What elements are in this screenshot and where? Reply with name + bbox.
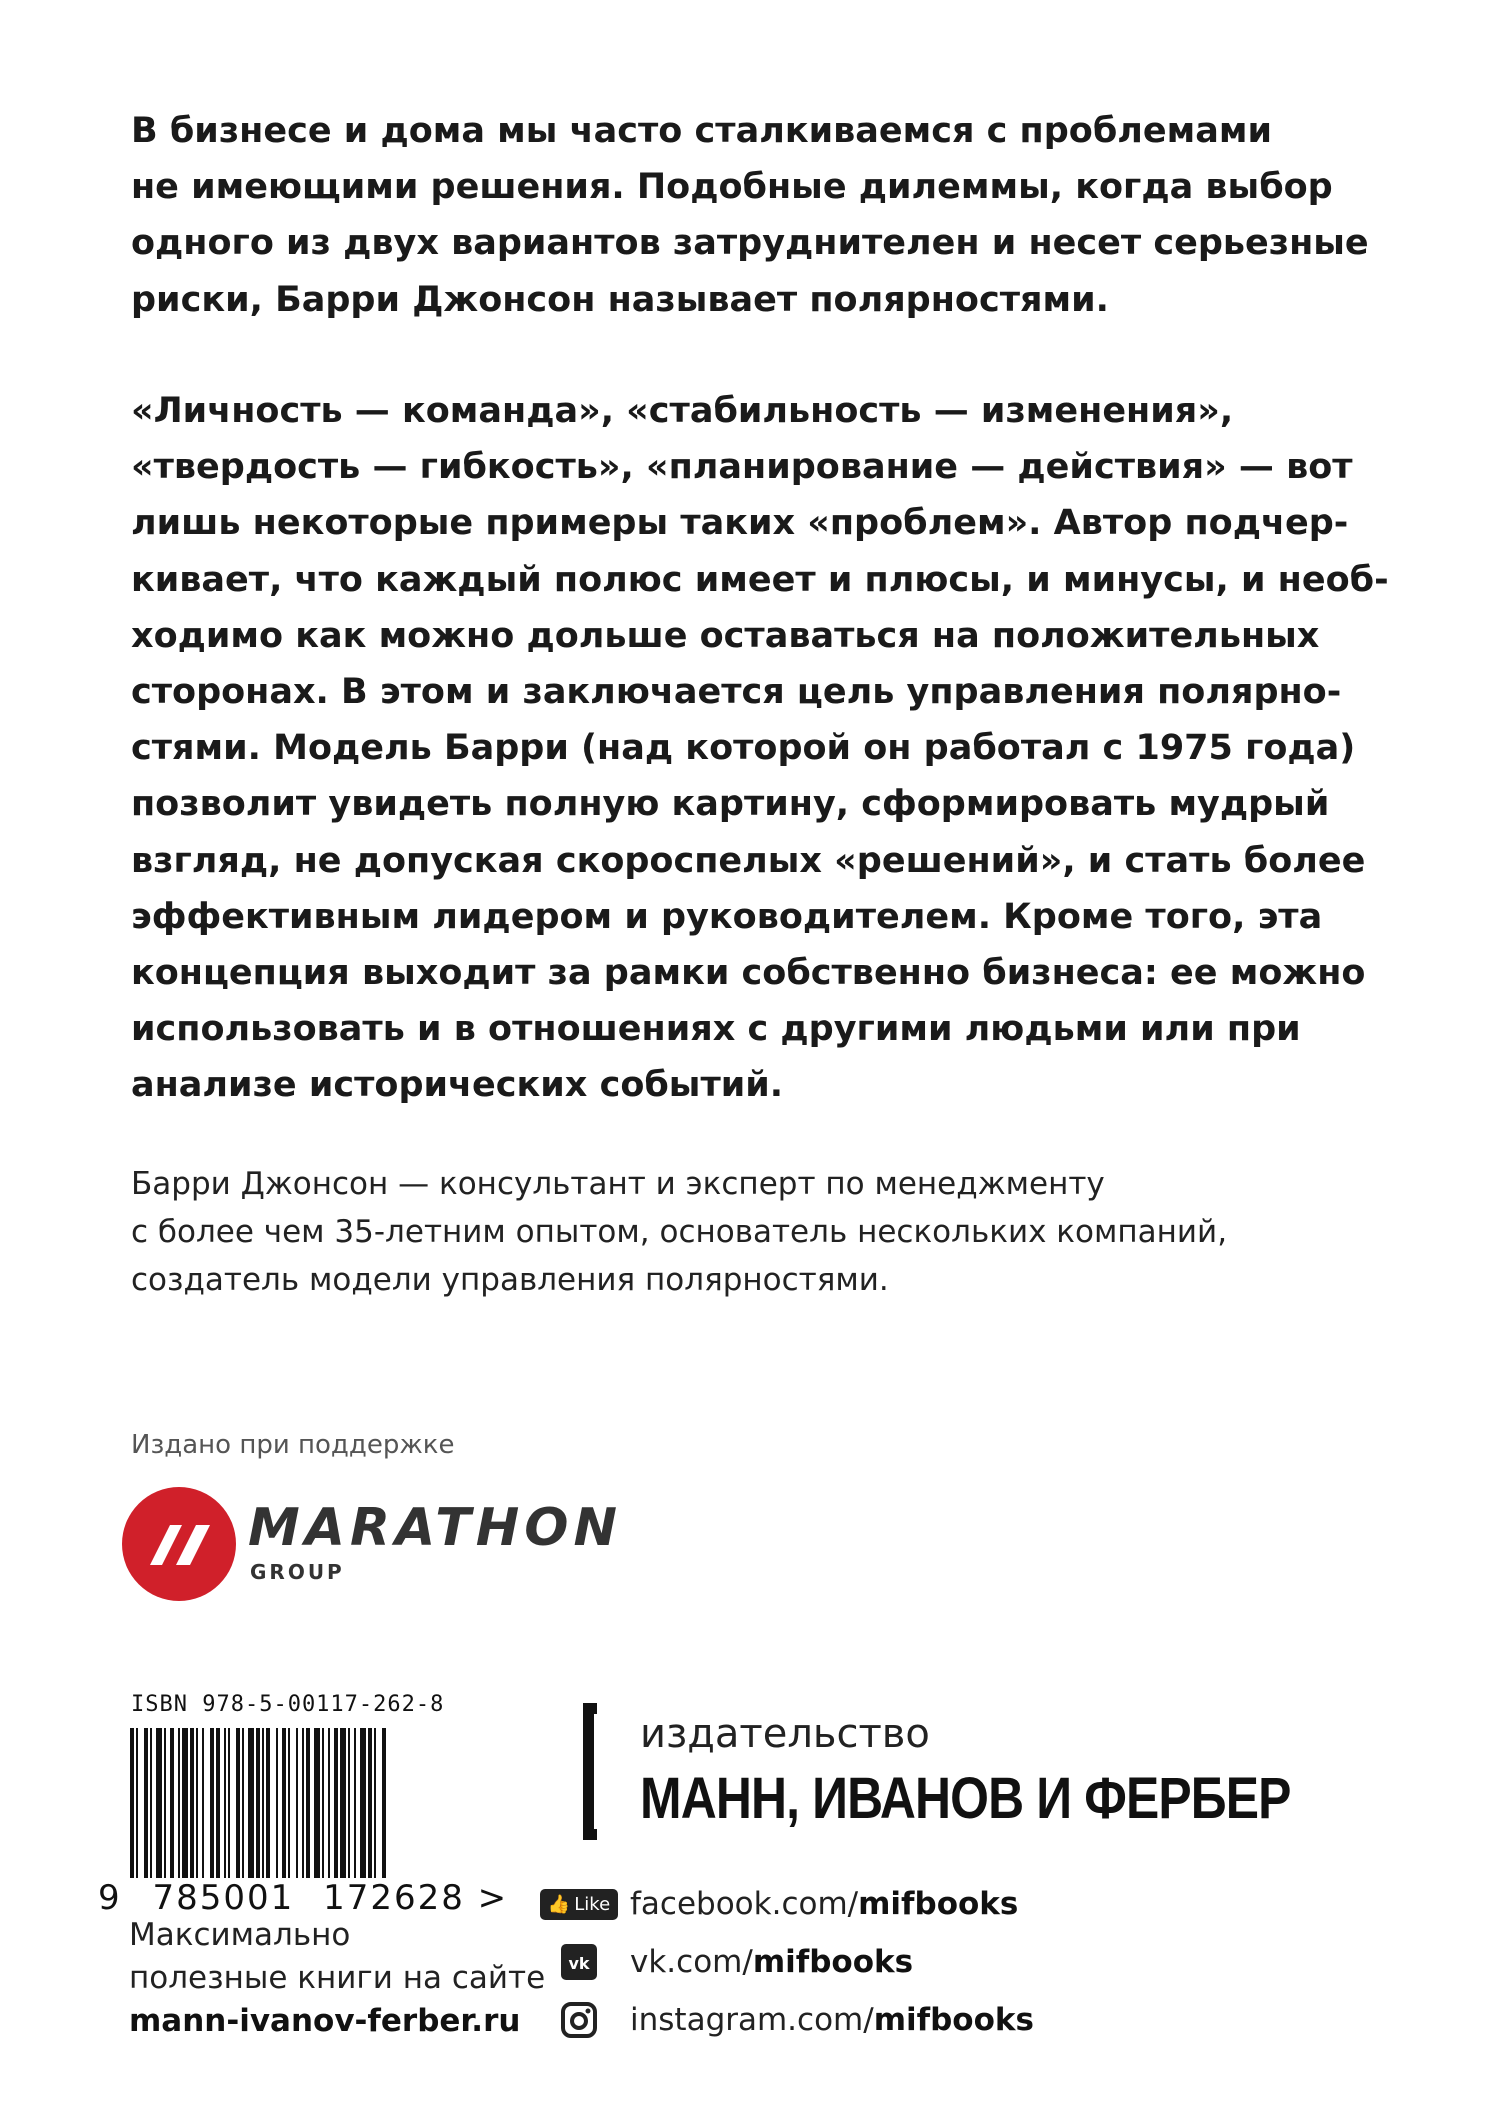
vk-link[interactable]: vk.com/mifbooks (630, 1944, 914, 1980)
isbn: ISBN 978-5-00117-262-8 (131, 1692, 445, 1717)
text-line: концепция выходит за рамки собственно бизнеса: ее можно (131, 953, 1366, 994)
text-line: ходимо как можно дольше оставаться на положительных (131, 615, 1320, 656)
text-line: не имеющими решения. Подобные дилеммы, когда выбор (131, 167, 1333, 208)
social-instagram[interactable] (534, 2002, 1034, 2038)
publisher-bracket-icon (583, 1703, 597, 1840)
barcode-group-2: 172628 (323, 1878, 465, 1918)
publisher-name: МАНН, ИВАНОВ И ФЕРБЕР (640, 1766, 1291, 1831)
text-line: лишь некоторые примеры таких «проблем». Автор подчер- (131, 503, 1349, 544)
text-line: В бизнесе и дома мы часто сталкиваемся с проблемами (131, 111, 1273, 151)
text-line: Барри Джонсон — консультант и эксперт по менеджменту (131, 1166, 1105, 1202)
text-line: позволит увидеть полную картину, сформировать мудрый (131, 784, 1330, 825)
site-note-line: Максимально (129, 1917, 351, 1953)
text-line: с более чем 35-летним опытом, основатель нескольких компаний, (131, 1214, 1228, 1250)
thumbs-up-icon: 👍 (547, 1893, 571, 1915)
barcode-group-1: 785001 (152, 1878, 295, 1918)
site-note-line: полезные книги на сайте (129, 1960, 546, 1996)
site-link[interactable]: mann-ivanov-ferber.ru (129, 2003, 521, 2039)
social-vk[interactable] (534, 1944, 913, 1980)
author-bio (131, 1160, 1227, 1304)
instagram-link[interactable]: instagram.com/mifbooks (630, 2002, 1034, 2038)
barcode-lead-digit: 9 (98, 1878, 122, 1918)
text-line: кивает, что каждый полюс имеет и плюсы, и минусы, и необ- (131, 559, 1389, 600)
sponsor-sub: GROUP (250, 1560, 345, 1584)
vk-icon (561, 1944, 597, 1980)
text-line: эффективным лидером и руководителем. Кроме того, эта (131, 896, 1323, 937)
barcode (130, 1728, 430, 1880)
text-line: стями. Модель Барри (над которой он работал с 1975 года) (131, 728, 1356, 769)
text-line: «твердость — гибкость», «планирование — действия» — вот (131, 447, 1353, 488)
sponsor-name: MARATHON (248, 1498, 623, 1558)
barcode-tail: > (477, 1878, 509, 1918)
text-line: сторонах. В этом и заключается цель управления полярно- (131, 672, 1342, 713)
text-line: «Личность — команда», «стабильность — изменения», (131, 391, 1234, 431)
text-line: одного из двух вариантов затруднителен и несет серьезные (131, 223, 1369, 264)
barcode-digits (98, 1878, 508, 1918)
marathon-logo-icon (120, 1485, 238, 1603)
svg-text:vk: vk (568, 1954, 590, 1973)
text-line: анализе исторических событий. (131, 1065, 784, 1106)
publisher-label: издательство (640, 1711, 930, 1757)
text-line: создатель модели управления полярностями. (131, 1262, 889, 1298)
site-note (129, 1914, 545, 2043)
text-line: взгляд, не допуская скороспелых «решений», и стать более (131, 840, 1366, 881)
like-label: Like (574, 1893, 611, 1915)
text-line: использовать и в отношениях с другими людьми или при (131, 1009, 1301, 1050)
social-facebook[interactable] (534, 1886, 1018, 1922)
description-paragraph-2 (131, 383, 1389, 1114)
facebook-link[interactable]: facebook.com/mifbooks (630, 1886, 1019, 1922)
text-line: риски, Барри Джонсон называет полярностями. (131, 279, 1109, 320)
description-paragraph-1 (131, 103, 1371, 328)
support-label: Издано при поддержке (131, 1430, 455, 1460)
facebook-like-icon (540, 1889, 618, 1920)
instagram-icon (561, 2002, 597, 2038)
